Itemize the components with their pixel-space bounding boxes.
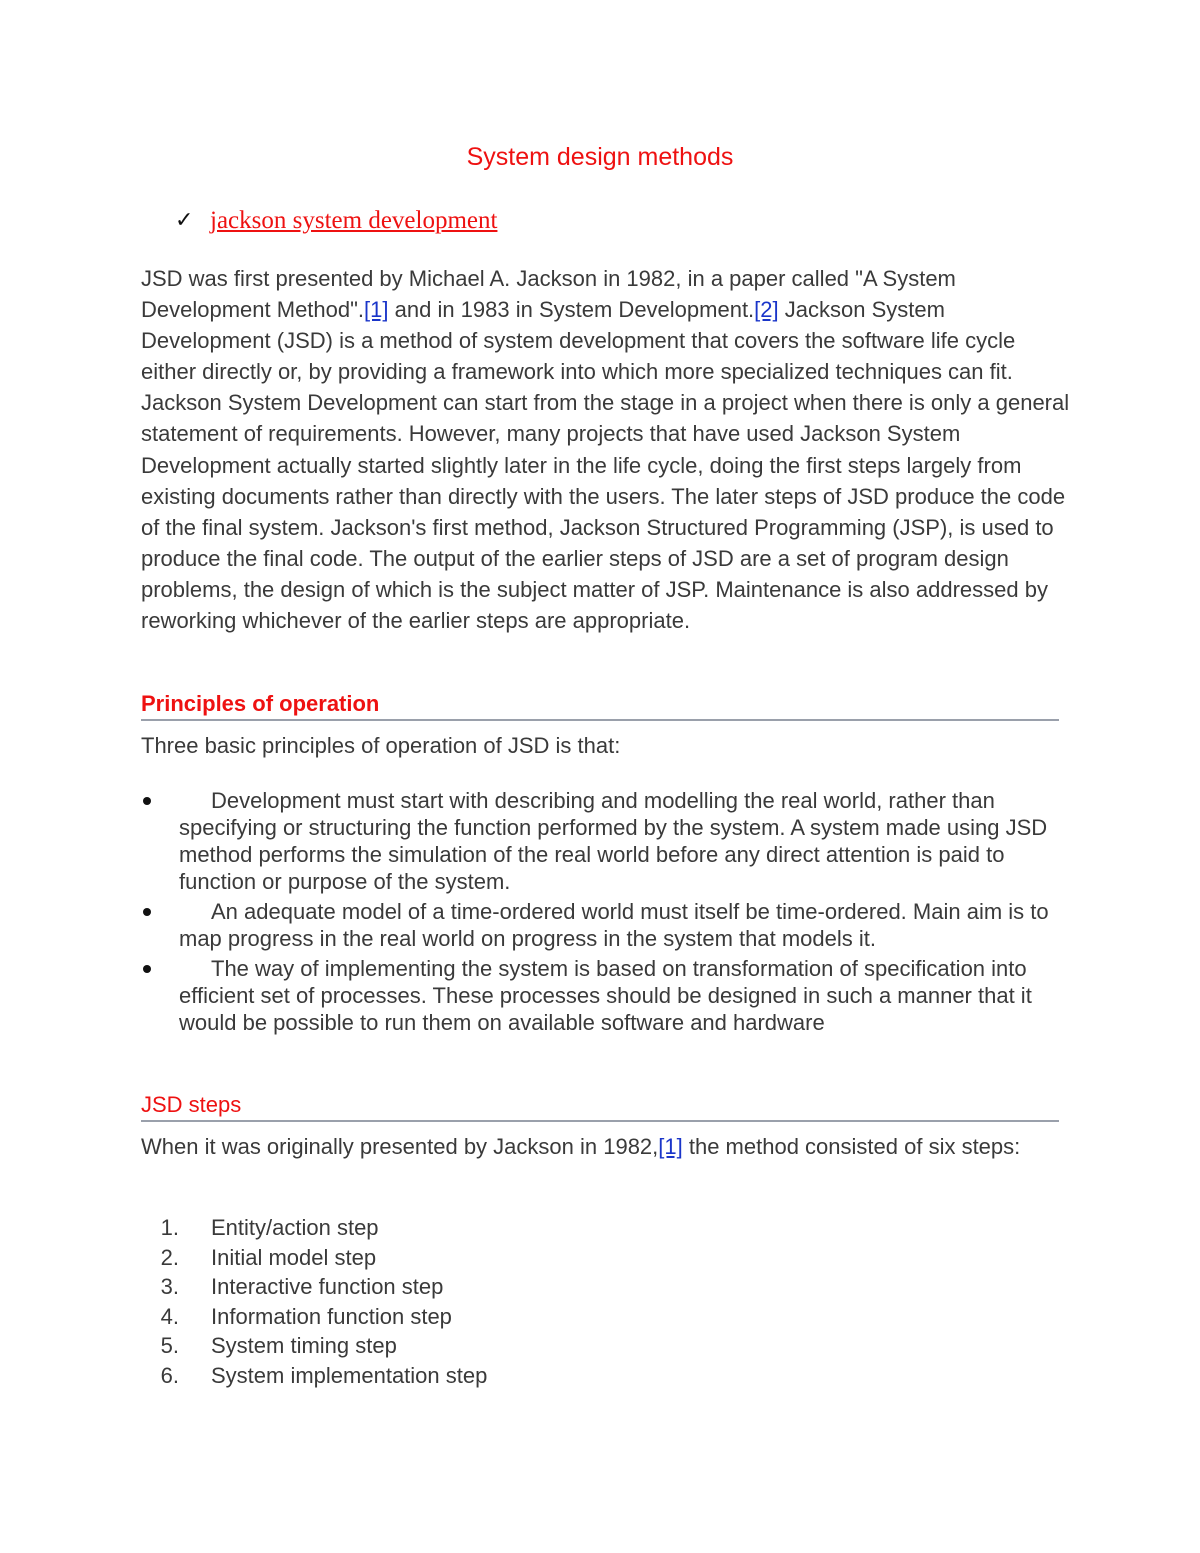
intro-text-part2: and in 1983 in System Development.: [388, 297, 755, 323]
list-item: [141, 955, 1071, 1036]
reference-link-1b[interactable]: [1]: [658, 1134, 683, 1159]
step-number: 6.: [160, 1362, 179, 1388]
step-number: 4.: [160, 1303, 179, 1329]
principles-heading: Principles of operation: [141, 690, 1059, 721]
subheading-jackson-system-development: jackson system development: [210, 207, 498, 234]
list-item: [141, 1331, 487, 1361]
step-label: System implementation step: [211, 1362, 488, 1388]
intro-paragraph: [141, 263, 1071, 636]
reference-link-1[interactable]: [1]: [364, 297, 389, 323]
principle-text: An adequate model of a time-ordered world must itself be time-ordered. Main aim is to map progress in the real world on progress in the system that models it.: [179, 899, 1049, 951]
checkmark-icon: ✓: [175, 208, 194, 233]
bullet-icon: [143, 908, 151, 916]
step-label: Interactive function step: [211, 1274, 444, 1299]
step-label: System timing step: [211, 1333, 397, 1358]
bullet-icon: [143, 965, 151, 973]
step-number: 3.: [160, 1274, 179, 1299]
list-item: [141, 898, 1071, 952]
steps-intro-part1: When it was originally presented by Jackson in 1982,: [141, 1134, 659, 1159]
step-label: Initial model step: [211, 1244, 377, 1270]
reference-link-2[interactable]: [2]: [754, 297, 779, 323]
list-item: [141, 1302, 487, 1332]
principles-list: [141, 787, 1071, 1039]
step-label: Entity/action step: [211, 1215, 379, 1240]
list-item: [141, 1361, 487, 1391]
jsd-steps-heading: JSD steps: [141, 1091, 1059, 1122]
intro-text-part3: Jackson System Development (JSD) is a method of system development that covers the software life cycle either directly or, by providing a framework into which more specialized techniques can fit. Jackson System Development can start from the stage in a project when there is only a general statement of requirements. However, many projects that have used Jackson System Development actually started slightly later in the life cycle, doing the first steps largely from existing documents rather than directly with the users. The later steps of JSD produce the code of the final system. Jackson's first method, Jackson Structured Programming (JSP), is used to produce the final code. The output of the earlier steps of JSD are a set of program design problems, the design of which is the subject matter of JSP. Maintenance is also addressed by reworking whichever of the earlier steps are appropriate.: [141, 297, 1070, 634]
list-item: [141, 1272, 487, 1302]
steps-list: [141, 1213, 487, 1390]
list-item: [141, 787, 1071, 895]
step-number: 1.: [160, 1215, 179, 1240]
principle-text: The way of implementing the system is based on transformation of specification into efficient set of processes. These processes should be designed in such a manner that it would be possible to run them on available software and hardware: [179, 956, 1032, 1035]
list-item: [141, 1213, 487, 1243]
step-number: 2.: [160, 1244, 179, 1270]
list-item: [141, 1243, 487, 1273]
step-label: Information function step: [211, 1303, 452, 1329]
step-number: 5.: [160, 1333, 179, 1358]
intro-text-part1: JSD was first presented by Michael A. Jackson in 1982, in a paper called "A System Development Method".: [141, 266, 956, 323]
steps-intro: [141, 1133, 1071, 1160]
principle-text: Development must start with describing and modelling the real world, rather than specifying or structuring the function performed by the system. A system made using JSD method performs the simulation of the real world before any direct attention is paid to function or purpose of the system.: [179, 788, 1048, 894]
steps-intro-part2: the method consisted of six steps:: [682, 1134, 1021, 1159]
principles-intro: Three basic principles of operation of JSD is that:: [141, 733, 621, 758]
document-title: System design methods: [466, 143, 734, 171]
bullet-icon: [143, 797, 151, 805]
